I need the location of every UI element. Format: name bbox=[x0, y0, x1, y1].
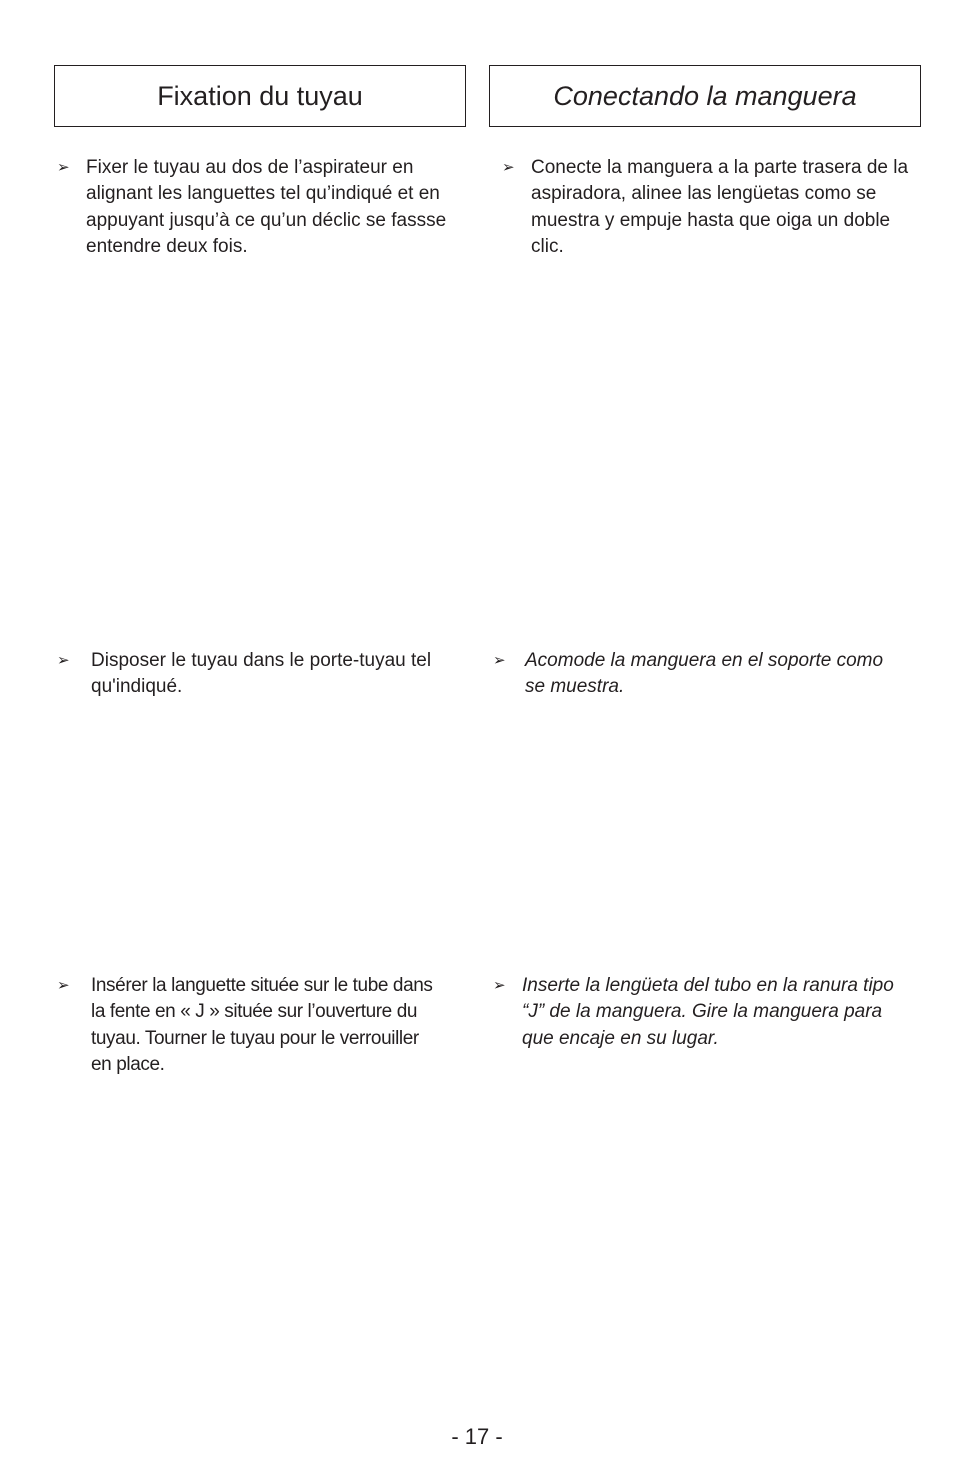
spanish-step-2 bbox=[493, 648, 893, 701]
arrow-bullet-icon: ➢ bbox=[502, 159, 515, 176]
page-number: - 17 - bbox=[451, 1424, 503, 1449]
arrow-bullet-icon: ➢ bbox=[493, 652, 506, 669]
spanish-step-3-text: Inserte la lengüeta del tubo en la ranura tipo “J” de la manguera. Gire la manguera para que encaje en su lugar. bbox=[522, 975, 894, 1049]
french-step-1 bbox=[57, 155, 467, 260]
spanish-step-2-text: Acomode la manguera en el soporte como se muestra. bbox=[525, 650, 884, 698]
french-step-3-text: Insérer la languette située sur le tube dans la fente en « J » située sur l’ouverture du tuyau. Tourner le tuyau pour le verrouiller en place. bbox=[91, 975, 433, 1075]
arrow-bullet-icon: ➢ bbox=[493, 977, 506, 994]
spanish-step-3 bbox=[493, 973, 913, 1052]
arrow-bullet-icon: ➢ bbox=[57, 159, 70, 176]
french-section-title bbox=[54, 65, 466, 127]
french-title-text: Fixation du tuyau bbox=[157, 80, 363, 111]
spanish-step-1 bbox=[502, 155, 914, 260]
spanish-section-title bbox=[489, 65, 921, 127]
spanish-step-1-text: Conecte la manguera a la parte trasera de la aspiradora, alinee las lengüetas como se muestra y empuje hasta que oiga un doble clic. bbox=[531, 157, 909, 257]
spanish-title-text: Conectando la manguera bbox=[553, 80, 857, 111]
arrow-bullet-icon: ➢ bbox=[57, 652, 70, 669]
arrow-bullet-icon: ➢ bbox=[57, 977, 70, 994]
french-step-2-text: Disposer le tuyau dans le porte-tuyau tel qu'indiqué. bbox=[91, 650, 432, 698]
french-step-1-text: Fixer le tuyau au dos de l’aspirateur en alignant les languettes tel qu’indiqué et en appuyant jusqu’à ce qu’un déclic se fassse entendre deux fois. bbox=[86, 157, 447, 257]
french-step-2 bbox=[57, 648, 457, 701]
french-step-3 bbox=[57, 973, 442, 1078]
